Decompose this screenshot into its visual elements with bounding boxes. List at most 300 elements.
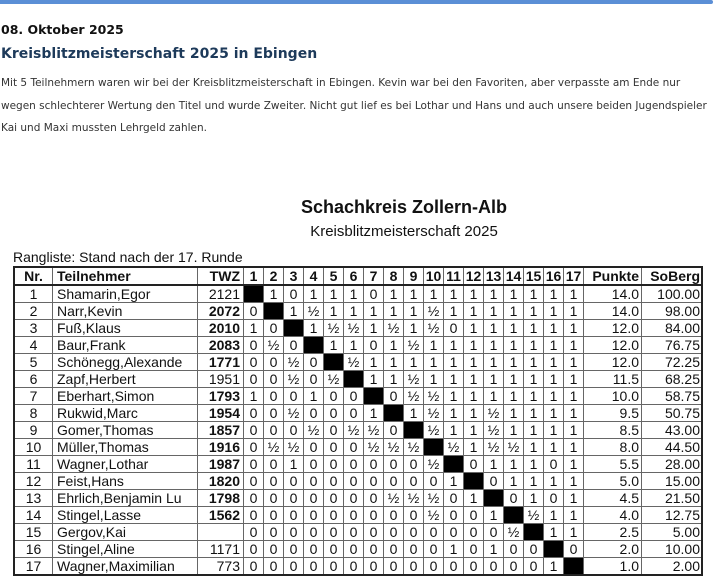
result-cell: 0 [364, 490, 384, 507]
table-row [14, 337, 702, 354]
points-cell: 8.0 [584, 439, 642, 456]
result-cell: 0 [344, 507, 364, 524]
result-cell: 1 [464, 303, 484, 320]
points-cell: 12.0 [584, 354, 642, 371]
result-cell: 1 [544, 473, 564, 490]
result-cell: 1 [504, 303, 524, 320]
result-cell: 1 [524, 388, 544, 405]
result-cell: 1 [504, 456, 524, 473]
result-cell: 0 [264, 388, 284, 405]
rank-cell: 14 [14, 507, 53, 524]
rank-cell: 17 [14, 558, 53, 576]
result-cell: ½ [504, 524, 524, 541]
rating-cell: 2121 [198, 285, 244, 303]
rating-cell: 1916 [198, 439, 244, 456]
result-cell: 1 [444, 285, 464, 303]
points-cell: 5.0 [584, 473, 642, 490]
result-cell: 1 [424, 285, 444, 303]
result-cell: 0 [304, 558, 324, 576]
result-cell: 0 [364, 285, 384, 303]
header-round-12: 12 [464, 267, 484, 285]
self-pairing-cell [544, 541, 564, 558]
result-cell: ½ [444, 439, 464, 456]
post-intro-text: Mit 5 Teilnehmern waren wir bei der Kreisblitzmeisterschaft in Ebingen. Kevin war bei den Favoriten, aber verpasste am Ende nur wegen schlechterer Wertung den Titel und wurde Zweiter. Nicht gut lief es bei Lothar und Hans und auch unsere beiden Jugendspieler Kai und Maxi mussten Lehrgeld zahlen. [1, 77, 707, 134]
points-cell: 10.0 [584, 388, 642, 405]
table-row [14, 558, 702, 576]
result-cell: ½ [404, 439, 424, 456]
result-cell: 1 [364, 320, 384, 337]
result-cell: 1 [544, 422, 564, 439]
result-cell: 0 [264, 524, 284, 541]
result-cell: 1 [464, 320, 484, 337]
result-cell: 1 [484, 354, 504, 371]
result-cell: 1 [524, 439, 544, 456]
result-cell: ½ [404, 388, 424, 405]
result-cell: 1 [264, 285, 284, 303]
self-pairing-cell [484, 490, 504, 507]
result-cell: 0 [324, 473, 344, 490]
header-nr: Nr. [14, 267, 53, 285]
result-cell: 0 [284, 422, 304, 439]
result-cell: 0 [344, 439, 364, 456]
result-cell: 0 [364, 456, 384, 473]
header-round-15: 15 [524, 267, 544, 285]
result-cell: 0 [444, 320, 464, 337]
self-pairing-cell [324, 354, 344, 371]
result-cell: 0 [444, 507, 464, 524]
soberg-cell: 10.00 [642, 541, 703, 558]
result-cell: 0 [444, 524, 464, 541]
points-cell: 14.0 [584, 303, 642, 320]
result-cell: 0 [344, 524, 364, 541]
result-cell: 1 [544, 303, 564, 320]
points-cell: 14.0 [584, 285, 642, 303]
header-round-7: 7 [364, 267, 384, 285]
result-cell: ½ [284, 371, 304, 388]
result-cell: 1 [404, 405, 424, 422]
result-cell: 1 [544, 320, 564, 337]
result-cell: ½ [484, 405, 504, 422]
result-cell: 1 [524, 320, 544, 337]
result-cell: 0 [344, 405, 364, 422]
result-cell: 1 [284, 456, 304, 473]
result-cell: 1 [564, 524, 584, 541]
result-cell: 0 [264, 473, 284, 490]
result-cell: 0 [364, 337, 384, 354]
self-pairing-cell [364, 388, 384, 405]
result-cell: 1 [404, 285, 424, 303]
result-cell: 0 [324, 439, 344, 456]
rank-cell: 7 [14, 388, 53, 405]
result-cell: 1 [464, 422, 484, 439]
result-cell: 0 [484, 558, 504, 576]
result-cell: 1 [564, 388, 584, 405]
soberg-cell: 44.50 [642, 439, 703, 456]
result-cell: ½ [404, 490, 424, 507]
result-cell: ½ [264, 337, 284, 354]
result-cell: 1 [424, 337, 444, 354]
soberg-cell: 72.25 [642, 354, 703, 371]
result-cell: ½ [284, 405, 304, 422]
rating-cell: 1951 [198, 371, 244, 388]
points-cell: 5.5 [584, 456, 642, 473]
self-pairing-cell [244, 285, 264, 303]
result-cell: 1 [404, 354, 424, 371]
result-cell: 1 [484, 320, 504, 337]
result-cell: ½ [344, 422, 364, 439]
result-cell: 0 [324, 422, 344, 439]
player-name-cell: Gomer,Thomas [53, 422, 198, 439]
rating-cell: 2072 [198, 303, 244, 320]
result-cell: ½ [364, 422, 384, 439]
rank-cell: 16 [14, 541, 53, 558]
result-cell: 1 [464, 285, 484, 303]
result-cell: 1 [544, 507, 564, 524]
crosstable-body [14, 285, 702, 575]
rank-cell: 10 [14, 439, 53, 456]
table-row [14, 456, 702, 473]
result-cell: 0 [324, 490, 344, 507]
result-cell: 0 [444, 490, 464, 507]
crosstable [13, 266, 703, 576]
result-cell: 0 [384, 507, 404, 524]
result-cell: 0 [304, 490, 324, 507]
self-pairing-cell [344, 371, 364, 388]
result-cell: 0 [344, 490, 364, 507]
rating-cell: 1171 [198, 541, 244, 558]
result-cell: 1 [444, 388, 464, 405]
player-name-cell: Shamarin,Egor [53, 285, 198, 303]
result-cell: 0 [364, 507, 384, 524]
soberg-cell: 50.75 [642, 405, 703, 422]
result-cell: 0 [284, 524, 304, 541]
rating-cell: 2083 [198, 337, 244, 354]
self-pairing-cell [504, 507, 524, 524]
rank-cell: 15 [14, 524, 53, 541]
header-round-8: 8 [384, 267, 404, 285]
result-cell: ½ [424, 388, 444, 405]
result-cell: 1 [564, 354, 584, 371]
table-row [14, 473, 702, 490]
result-cell: 0 [404, 524, 424, 541]
header-round-13: 13 [484, 267, 504, 285]
result-cell: 0 [264, 371, 284, 388]
result-cell: 0 [384, 456, 404, 473]
result-cell: 0 [304, 524, 324, 541]
result-cell: 0 [304, 371, 324, 388]
soberg-cell: 43.00 [642, 422, 703, 439]
result-cell: 1 [504, 422, 524, 439]
result-cell: ½ [404, 337, 424, 354]
result-cell: 1 [484, 337, 504, 354]
result-cell: 1 [484, 371, 504, 388]
table-row [14, 388, 702, 405]
result-cell: 0 [324, 507, 344, 524]
post-title[interactable]: Kreisblitzmeisterschaft 2025 in Ebingen [1, 46, 318, 62]
result-cell: ½ [424, 507, 444, 524]
result-cell: ½ [424, 490, 444, 507]
points-cell: 8.5 [584, 422, 642, 439]
result-cell: 0 [364, 473, 384, 490]
player-name-cell: Gergov,Kai [53, 524, 198, 541]
result-cell: 1 [544, 354, 564, 371]
result-cell: 1 [484, 388, 504, 405]
rank-cell: 1 [14, 285, 53, 303]
result-cell: 0 [424, 541, 444, 558]
result-cell: 0 [264, 490, 284, 507]
result-cell: 1 [544, 337, 564, 354]
result-cell: ½ [344, 354, 364, 371]
result-cell: 0 [244, 405, 264, 422]
result-cell: 0 [304, 541, 324, 558]
header-twz: TWZ [198, 267, 244, 285]
result-cell: ½ [484, 422, 504, 439]
result-cell: ½ [344, 320, 364, 337]
result-cell: 1 [564, 320, 584, 337]
result-cell: 0 [464, 558, 484, 576]
result-cell: 1 [564, 490, 584, 507]
result-cell: 1 [504, 473, 524, 490]
points-cell: 2.5 [584, 524, 642, 541]
result-cell: 0 [384, 524, 404, 541]
result-cell: 0 [304, 473, 324, 490]
result-cell: ½ [324, 371, 344, 388]
result-cell: 0 [544, 490, 564, 507]
result-cell: 0 [264, 558, 284, 576]
soberg-cell: 98.00 [642, 303, 703, 320]
self-pairing-cell [264, 303, 284, 320]
result-cell: 0 [244, 524, 264, 541]
result-cell: 1 [324, 303, 344, 320]
result-cell: 0 [324, 405, 344, 422]
result-cell: 0 [244, 456, 264, 473]
result-cell: 0 [464, 541, 484, 558]
header-round-3: 3 [284, 267, 304, 285]
rank-cell: 11 [14, 456, 53, 473]
result-cell: 1 [404, 320, 424, 337]
result-cell: 0 [404, 473, 424, 490]
post-date: 08. Oktober 2025 [1, 22, 124, 37]
points-cell: 2.0 [584, 541, 642, 558]
result-cell: 1 [464, 490, 484, 507]
organization-title: Schachkreis Zollern-Alb [300, 197, 508, 217]
result-cell: 1 [564, 422, 584, 439]
result-cell: 0 [344, 388, 364, 405]
result-cell: 0 [544, 456, 564, 473]
result-cell: 1 [564, 405, 584, 422]
result-cell: 0 [464, 456, 484, 473]
rank-cell: 3 [14, 320, 53, 337]
result-cell: 1 [464, 439, 484, 456]
result-cell: ½ [304, 303, 324, 320]
result-cell: 1 [444, 337, 464, 354]
self-pairing-cell [304, 337, 324, 354]
result-cell: 0 [424, 473, 444, 490]
result-cell: ½ [304, 422, 324, 439]
result-cell: ½ [424, 422, 444, 439]
result-cell: 0 [244, 541, 264, 558]
self-pairing-cell [524, 524, 544, 541]
rating-cell: 1987 [198, 456, 244, 473]
result-cell: ½ [524, 507, 544, 524]
result-cell: 1 [304, 388, 324, 405]
player-name-cell: Narr,Kevin [53, 303, 198, 320]
soberg-cell: 15.00 [642, 473, 703, 490]
result-cell: ½ [364, 439, 384, 456]
rating-cell: 1793 [198, 388, 244, 405]
result-cell: 0 [244, 303, 264, 320]
result-cell: ½ [384, 490, 404, 507]
result-cell: 0 [404, 507, 424, 524]
result-cell: 0 [264, 507, 284, 524]
result-cell: 1 [564, 439, 584, 456]
result-cell: 0 [304, 405, 324, 422]
result-cell: 1 [464, 388, 484, 405]
rank-cell: 4 [14, 337, 53, 354]
header-round-14: 14 [504, 267, 524, 285]
rank-cell: 6 [14, 371, 53, 388]
rating-cell: 1562 [198, 507, 244, 524]
result-cell: 1 [544, 558, 564, 576]
result-cell: 1 [504, 371, 524, 388]
result-cell: 1 [524, 285, 544, 303]
table-row [14, 507, 702, 524]
result-cell: 0 [324, 456, 344, 473]
points-cell: 9.5 [584, 405, 642, 422]
result-cell: 1 [444, 405, 464, 422]
result-cell: 0 [344, 473, 364, 490]
result-cell: 0 [344, 456, 364, 473]
result-cell: ½ [284, 354, 304, 371]
result-cell: 0 [504, 490, 524, 507]
result-cell: 1 [564, 456, 584, 473]
table-row [14, 439, 702, 456]
rank-cell: 13 [14, 490, 53, 507]
result-cell: ½ [424, 320, 444, 337]
player-name-cell: Rukwid,Marc [53, 405, 198, 422]
result-cell: 1 [524, 456, 544, 473]
player-name-cell: Feist,Hans [53, 473, 198, 490]
result-cell: 0 [404, 456, 424, 473]
player-name-cell: Wagner,Lothar [53, 456, 198, 473]
points-cell: 11.5 [584, 371, 642, 388]
result-cell: 1 [464, 337, 484, 354]
points-cell: 12.0 [584, 337, 642, 354]
result-cell: 1 [564, 337, 584, 354]
result-cell: 1 [524, 354, 544, 371]
result-cell: 0 [404, 558, 424, 576]
result-cell: 0 [324, 541, 344, 558]
player-name-cell: Baur,Frank [53, 337, 198, 354]
rank-cell: 2 [14, 303, 53, 320]
result-cell: 1 [484, 303, 504, 320]
header-round-6: 6 [344, 267, 364, 285]
result-cell: 1 [364, 405, 384, 422]
result-cell: 1 [444, 303, 464, 320]
result-cell: 0 [364, 558, 384, 576]
result-cell: 1 [444, 354, 464, 371]
table-row [14, 541, 702, 558]
result-cell: 0 [524, 558, 544, 576]
result-cell: 1 [444, 371, 464, 388]
tournament-subtitle: Kreisblitzmeisterschaft 2025 [310, 223, 498, 240]
soberg-cell: 84.00 [642, 320, 703, 337]
result-cell: ½ [424, 303, 444, 320]
result-cell: 0 [284, 541, 304, 558]
result-cell: 0 [284, 473, 304, 490]
result-cell: ½ [424, 456, 444, 473]
header-round-2: 2 [264, 267, 284, 285]
result-cell: 1 [504, 354, 524, 371]
result-cell: 1 [384, 303, 404, 320]
result-cell: 1 [324, 285, 344, 303]
result-cell: 1 [364, 354, 384, 371]
result-cell: 1 [544, 405, 564, 422]
result-cell: 0 [264, 456, 284, 473]
self-pairing-cell [424, 439, 444, 456]
result-cell: 0 [284, 285, 304, 303]
result-cell: 1 [524, 303, 544, 320]
points-cell: 4.0 [584, 507, 642, 524]
result-cell: 0 [244, 371, 264, 388]
table-row [14, 303, 702, 320]
result-cell: 0 [504, 558, 524, 576]
player-name-cell: Müller,Thomas [53, 439, 198, 456]
result-cell: 1 [504, 405, 524, 422]
result-cell: 1 [444, 473, 464, 490]
table-row [14, 524, 702, 541]
rating-cell: 1954 [198, 405, 244, 422]
header-round-17: 17 [564, 267, 584, 285]
player-name-cell: Schönegg,Alexande [53, 354, 198, 371]
result-cell: 0 [384, 388, 404, 405]
result-cell: 1 [544, 524, 564, 541]
result-cell: ½ [384, 439, 404, 456]
table-row [14, 405, 702, 422]
result-cell: 1 [544, 439, 564, 456]
result-cell: 0 [264, 541, 284, 558]
soberg-cell: 76.75 [642, 337, 703, 354]
table-row [14, 354, 702, 371]
result-cell: 0 [344, 541, 364, 558]
result-cell: 1 [544, 285, 564, 303]
result-cell: ½ [484, 439, 504, 456]
result-cell: 0 [364, 524, 384, 541]
result-cell: 1 [524, 490, 544, 507]
crosstable-header-row [14, 267, 702, 285]
result-cell: 0 [284, 337, 304, 354]
result-cell: 0 [324, 388, 344, 405]
result-cell: ½ [504, 439, 524, 456]
soberg-cell: 68.25 [642, 371, 703, 388]
result-cell: 1 [444, 541, 464, 558]
points-cell: 12.0 [584, 320, 642, 337]
result-cell: 0 [244, 473, 264, 490]
result-cell: 0 [284, 507, 304, 524]
result-cell: 1 [244, 388, 264, 405]
player-name-cell: Eberhart,Simon [53, 388, 198, 405]
result-cell: ½ [324, 320, 344, 337]
result-cell: ½ [264, 439, 284, 456]
soberg-cell: 12.75 [642, 507, 703, 524]
self-pairing-cell [444, 456, 464, 473]
result-cell: 0 [484, 524, 504, 541]
result-cell: 1 [384, 354, 404, 371]
result-cell: 1 [564, 473, 584, 490]
header-round-5: 5 [324, 267, 344, 285]
result-cell: 1 [504, 337, 524, 354]
header-round-11: 11 [444, 267, 464, 285]
